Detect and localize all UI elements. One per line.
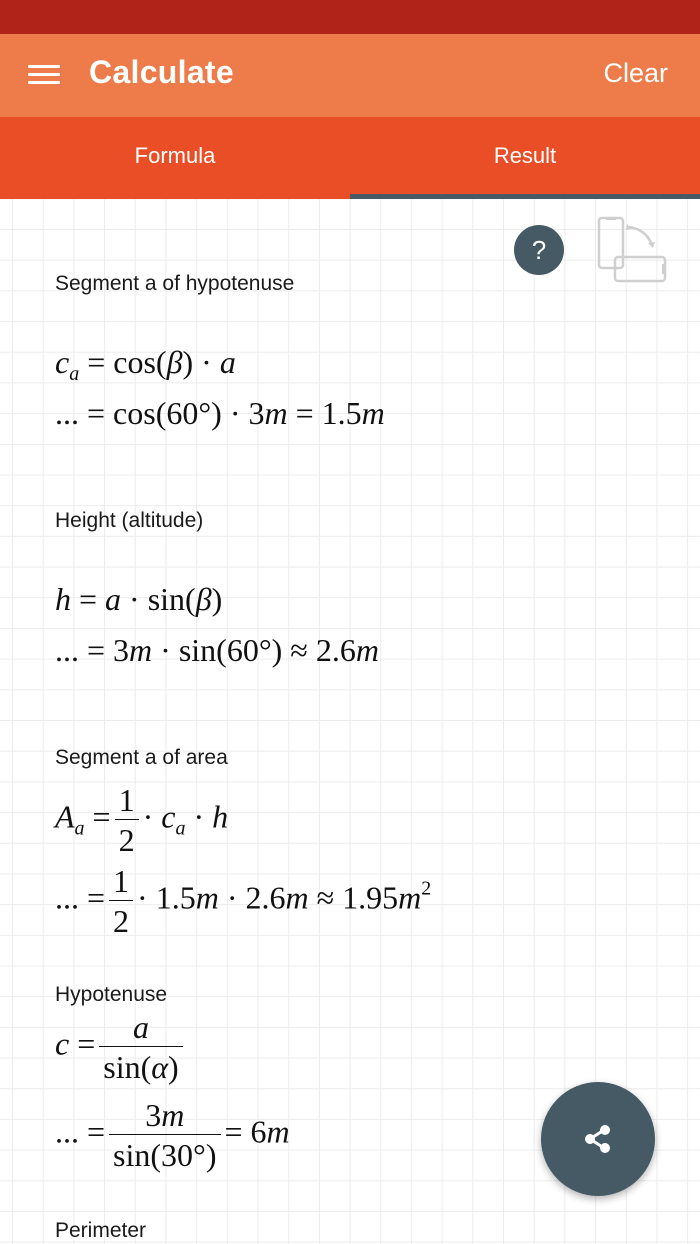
- tab-result[interactable]: Result: [350, 117, 700, 199]
- status-bar: [0, 0, 700, 34]
- share-button[interactable]: [541, 1082, 655, 1196]
- hamburger-menu-icon[interactable]: [28, 61, 60, 89]
- page-title: Calculate: [89, 54, 234, 90]
- screen-rotate-icon[interactable]: [596, 215, 668, 283]
- share-icon: [578, 1119, 618, 1159]
- formula-segment-area: $A_a$ = $\frac{1}{2}$ · $c_a \cdot h$: [55, 782, 229, 858]
- section-label-segment-area: Segment a of area: [55, 746, 228, 769]
- question-mark-icon: ?: [531, 234, 547, 265]
- help-button[interactable]: [514, 225, 564, 275]
- formula-hypotenuse: c = $\frac{a}{\sin(\alpha)}$: [55, 1011, 187, 1083]
- formula-height: h = a · sin(β): [55, 581, 223, 617]
- tab-formula[interactable]: Formula: [134, 143, 216, 168]
- result-height: ... = 3m · sin(60°) ≈ 2.6m: [55, 632, 379, 668]
- app-bar: [0, 34, 700, 117]
- result-segment-area: ... = $\frac{1}{2}$ · $1.5m \cdot 2.6m \approx 1.95m^2$: [55, 863, 432, 939]
- result-hypotenuse: ... = $\frac{3m}{\sin(30^\circ)}$ = 6m: [55, 1097, 290, 1173]
- formula-segment-hypotenuse: $c_a = \cos(\beta) \cdot a$: [55, 344, 236, 385]
- section-label-hypotenuse: Hypotenuse: [55, 983, 168, 1006]
- section-label-height: Height (altitude): [55, 509, 204, 532]
- tab-bar: [0, 117, 700, 199]
- clear-button[interactable]: Clear: [603, 58, 668, 88]
- result-content[interactable]: [0, 199, 700, 1244]
- section-label-perimeter: Perimeter: [55, 1219, 147, 1242]
- section-label-segment-hypotenuse: Segment a of hypotenuse: [55, 272, 295, 295]
- result-segment-hypotenuse: ... = cos(60°) · 3m = 1.5m: [55, 395, 385, 431]
